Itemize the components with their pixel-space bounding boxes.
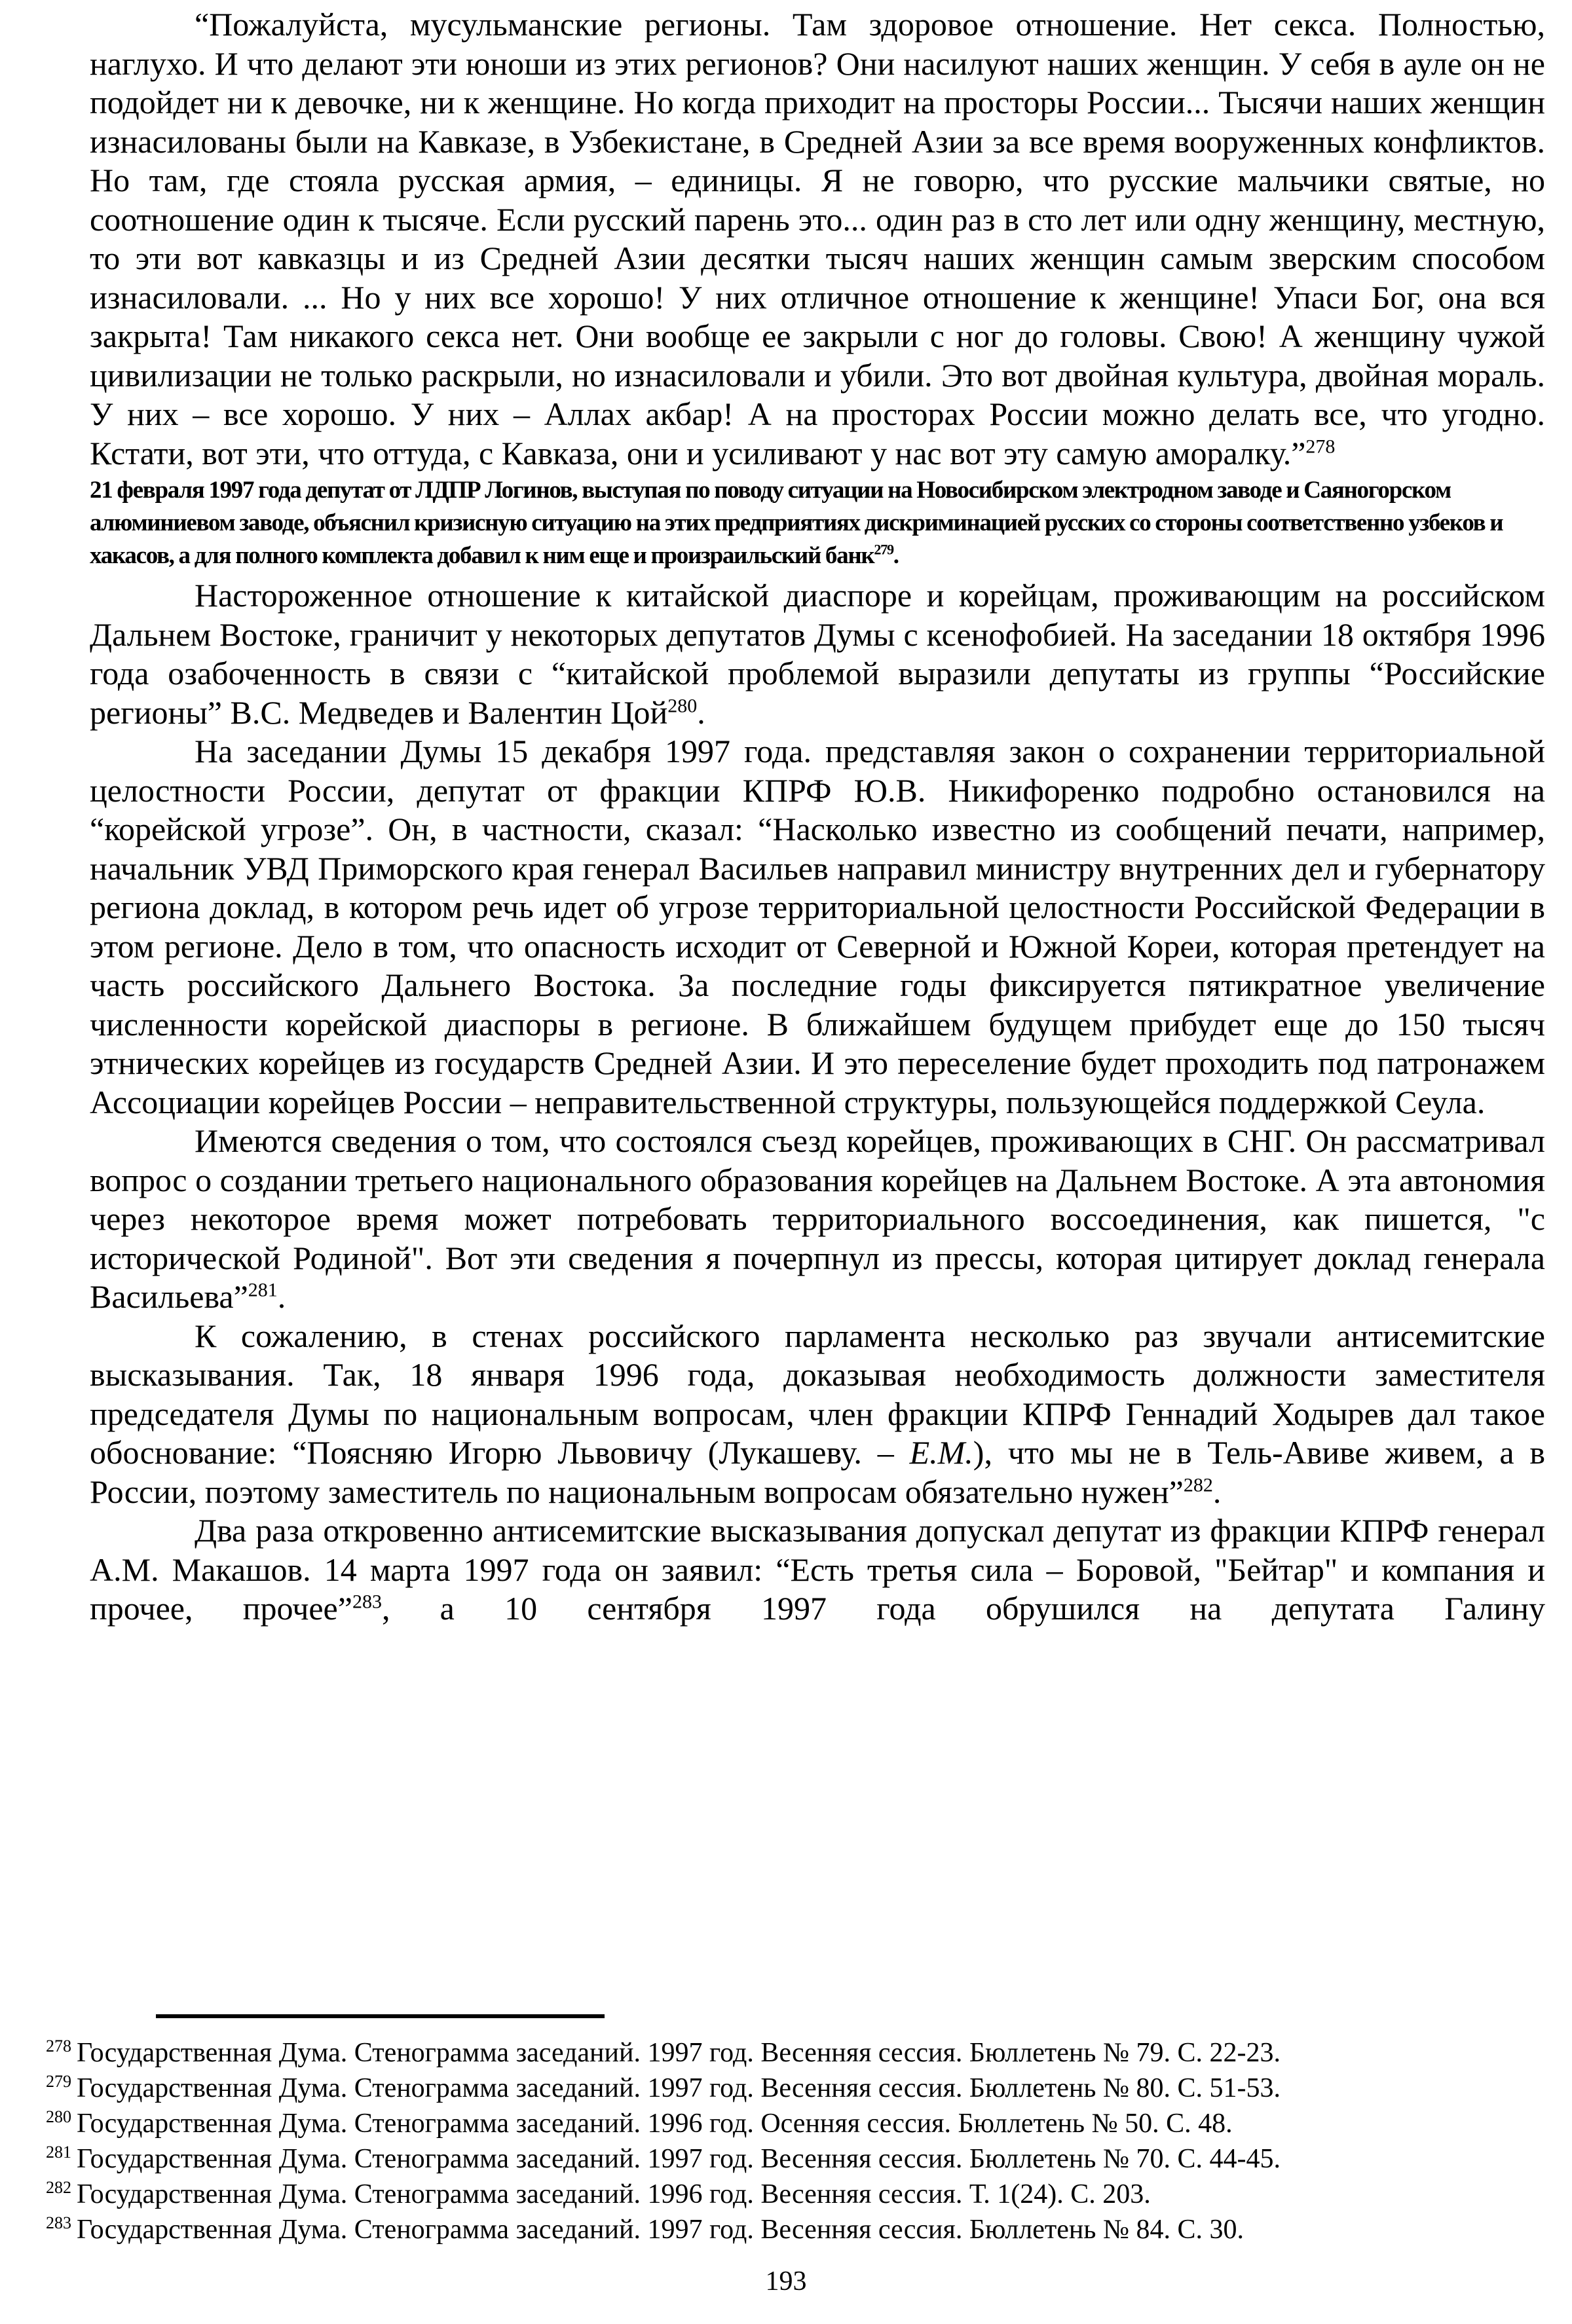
footnote	[46, 2071, 1520, 2106]
footnote-text: Государственная Дума. Стенограмма заседаний. 1997 год. Весенняя сессия. Бюллетень № 79. С. 22-23.	[77, 2038, 1281, 2068]
footnote	[46, 2141, 1520, 2177]
footnote-text: Государственная Дума. Стенограмма заседаний. 1996 год. Весенняя сессия. Т. 1(24). С. 203.	[77, 2179, 1151, 2209]
footnote-ref[interactable]: 283	[352, 1591, 382, 1613]
paragraph-text: К сожалению, в стенах российского парламента несколько раз звучали антисемитские высказывания. Так, 18 января 1996 года, доказывая необходимость должности заместителя председателя Думы по национальным вопросам, член фракции КПРФ Геннадий Ходырев дал такое обоснование: “Поясняю Игорю Львовичу (Лукашеву. –	[90, 1317, 1545, 1471]
paragraph-text: .	[697, 693, 705, 731]
footnote-number: 283	[46, 2213, 71, 2232]
footnote	[46, 2212, 1520, 2247]
paragraph-text: 21 февраля 1997 года депутат от ЛДПР Логинов, выступая по поводу ситуации на Новосибирском электродном заводе и Саяногорском алюминиевом заводе, объяснил кризисную ситуацию на этих предприятиях дискриминацией русских со стороны соответственно узбеков и хакасов, а для полного комплекта добавил к ним еще и произраильский банк	[90, 477, 1503, 569]
paragraph-text: “Пожалуйста, мусульманские регионы. Там здоровое отношение. Нет секса. Полностью, наглухо. И что делают эти юноши из этих регионов? Они насилуют наших женщин. У себя в ауле он не подойдет ни к девочке, ни к женщине. Но когда приходит на просторы России... Тысячи наших женщин изнасилованы были на Кавказе, в Узбекистане, в Средней Азии за все время вооруженных конфликтов. Но там, где стояла русская армия, – единицы. Я не говорю, что русские мальчики святые, но соотношение один к тысяче. Если русский парень это... один раз в сто лет или одну женщину, местную, то эти вот кавказцы и из Средней Азии десятки тысяч наших женщин самым зверским способом изнасиловали. ... Но у них все хорошо! У них отличное отношение к женщине! Упаси Бог, она вся закрыта! Там никакого секса нет. Они вообще ее закрыли с ног до головы. Свою! А женщину чужой цивилизации не только раскрыли, но изнасиловали и убили. Это вот двойная культура, двойная мораль. У них – все хорошо. У них – Аллах акбар! А на просторах России можно делать все, что угодно. Кстати, вот эти, что оттуда, с Кавказа, они и усиливают у нас вот эту самую аморалку.”	[90, 6, 1545, 471]
paragraph	[90, 1317, 1545, 1512]
footnote-divider	[156, 2014, 605, 2018]
footnote-ref[interactable]: 280	[667, 694, 698, 716]
footnote-number: 282	[46, 2178, 71, 2197]
paragraph	[90, 1511, 1545, 1629]
footnote-ref[interactable]: 279	[874, 541, 893, 558]
footnote-number: 280	[46, 2107, 71, 2126]
paragraph	[90, 1122, 1545, 1317]
footnote-text: Государственная Дума. Стенограмма заседаний. 1996 год. Осенняя сессия. Бюллетень № 50. С. 48.	[77, 2109, 1233, 2139]
paragraph-text: Два раза откровенно антисемитские высказывания допускал депутат из фракции КПРФ генерал А.М. Макашов. 14 марта 1997 года он заявил: “Есть третья сила – Боровой, "Бейтар" и компания и прочее, прочее”	[90, 1512, 1545, 1627]
paragraph-text: , а 10 сентября 1997 года обрушился на депутата Галину	[381, 1590, 1545, 1627]
paragraph-text: На заседании Думы 15 декабря 1997 года. представляя закон о сохранении территориальной целостности России, депутат от фракции КПРФ Ю.В. Никифоренко подробно остановился на “корейской угрозе”. Он, в частности, сказал: “Насколько известно из сообщений печати, например, начальник УВД Приморского края генерал Васильев направил министру внутренних дел и губернатору региона доклад, в котором речь идет об угрозе территориальной целостности Российской Федерации в этом регионе. Дело в том, что опасность исходит от Северной и Южной Кореи, которая претендует на часть российского Дальнего Востока. За последние годы фиксируется пятикратное увеличение численности корейской диаспоры в регионе. В ближайшем будущем прибудет еще до 150 тысяч этнических корейцев из государств Средней Азии. И это переселение будет проходить под патронажем Ассоциации корейцев России – неправительственной структуры, пользующейся поддержкой Сеула.	[90, 733, 1545, 1120]
paragraph-text: .	[893, 542, 899, 569]
paragraph-text: ), что мы не в Тель-Авиве живем, а в России, поэтому заместитель по национальным вопросам обязательно нужен”	[90, 1434, 1545, 1510]
footnote-ref[interactable]: 281	[248, 1279, 278, 1301]
footnote-ref[interactable]: 278	[1305, 435, 1336, 457]
footnote-text: Государственная Дума. Стенограмма заседаний. 1997 год. Весенняя сессия. Бюллетень № 70. С. 44-45.	[77, 2144, 1281, 2174]
paragraph-text: .	[1212, 1473, 1222, 1510]
footnotes	[46, 2035, 1520, 2247]
paragraph-bold-note	[90, 474, 1545, 572]
paragraph-text: .	[277, 1278, 286, 1315]
footnote-number: 281	[46, 2143, 71, 2162]
paragraph	[90, 732, 1545, 1122]
paragraph-quote	[90, 5, 1545, 473]
paragraph-text: Настороженное отношение к китайской диаспоре и корейцам, проживающим на российском Дальнем Востоке, граничит у некоторых депутатов Думы с ксенофобией. На заседании 18 октября 1996 года озабоченность в связи с “китайской проблемой выразили депутаты из группы “Российские регионы” В.С. Медведев и Валентин Цой	[90, 577, 1545, 731]
paragraph-text: Имеются сведения о том, что состоялся съезд корейцев, проживающих в СНГ. Он рассматривал вопрос о создании третьего национального образования корейцев на Дальнем Востоке. А эта автономия через некоторое время может потребовать территориального воссоединения, как пишется, "с исторической Родиной". Вот эти сведения я почерпнул из прессы, которая цитирует доклад генерала Васильева”	[90, 1122, 1545, 1315]
page-body	[90, 5, 1545, 1629]
footnote-text: Государственная Дума. Стенограмма заседаний. 1997 год. Весенняя сессия. Бюллетень № 84. С. 30.	[77, 2215, 1244, 2245]
footnote	[46, 2177, 1520, 2212]
footnote-text: Государственная Дума. Стенограмма заседаний. 1997 год. Весенняя сессия. Бюллетень № 80. С. 51-53.	[77, 2073, 1281, 2103]
footnote-ref[interactable]: 282	[1183, 1473, 1213, 1496]
footnote-number: 278	[46, 2037, 71, 2056]
author-initials: Е.М.	[909, 1434, 973, 1471]
footnote	[46, 2035, 1520, 2071]
paragraph	[90, 576, 1545, 732]
footnote-number: 279	[46, 2072, 71, 2091]
page-number: 193	[765, 2266, 807, 2296]
footnote	[46, 2106, 1520, 2141]
